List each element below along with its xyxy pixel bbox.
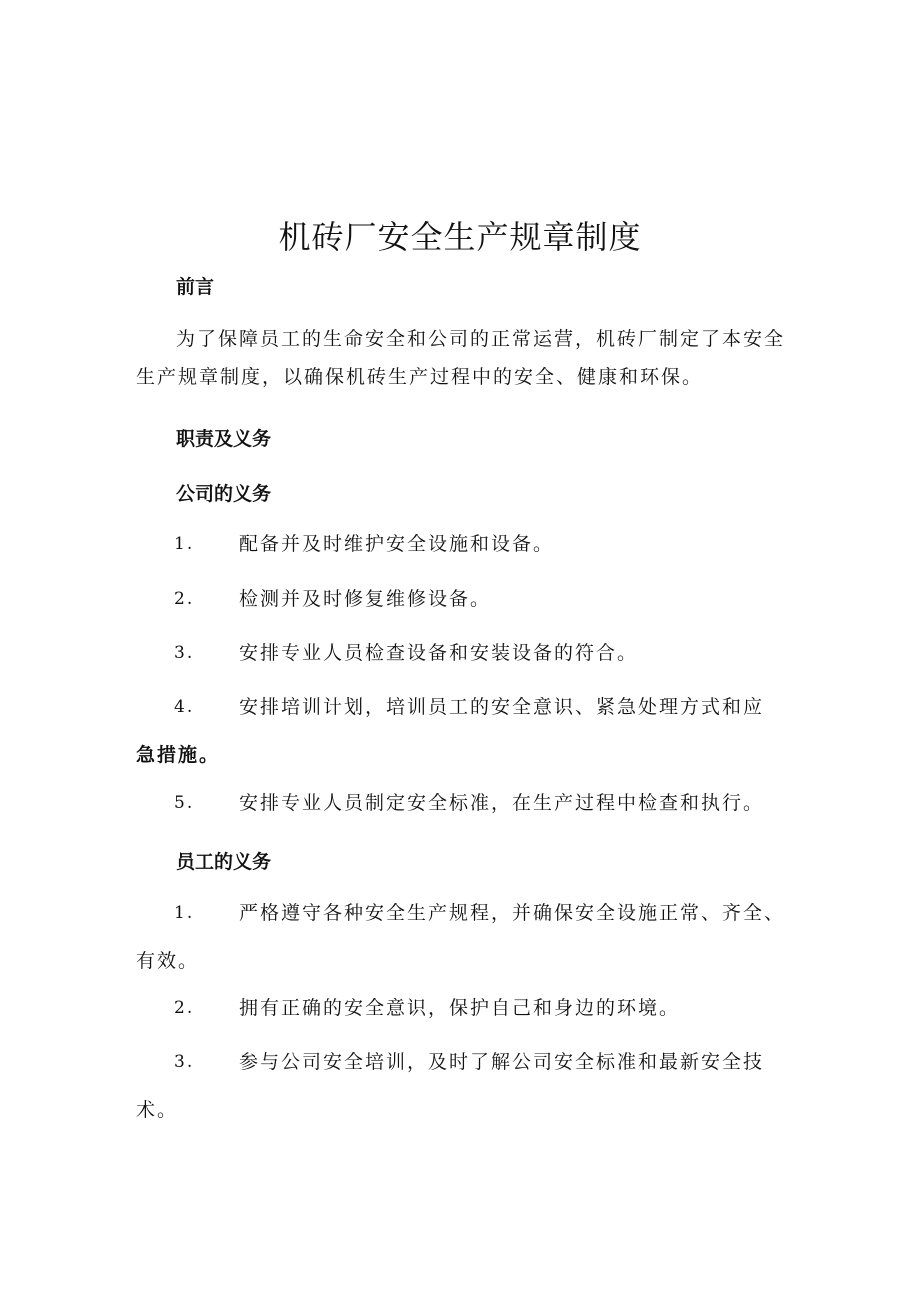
list-item xyxy=(136,629,786,677)
list-item xyxy=(136,683,786,779)
list-number: 3. xyxy=(174,1052,195,1072)
list-text-continuation: 术。 xyxy=(136,1099,179,1121)
list-number: 2. xyxy=(174,589,195,609)
preface-heading: 前言 xyxy=(176,276,215,298)
list-number: 3. xyxy=(174,643,195,663)
employee-duties-heading: 员工的义务 xyxy=(176,851,272,873)
list-text: 拥有正确的安全意识，保护自己和身边的环境。 xyxy=(239,997,681,1019)
list-number: 4. xyxy=(174,697,195,717)
list-text: 检测并及时修复维修设备。 xyxy=(239,588,492,610)
list-item xyxy=(136,575,786,623)
list-number: 1. xyxy=(174,534,195,554)
list-number: 1. xyxy=(174,903,195,923)
list-item xyxy=(136,520,786,568)
list-item xyxy=(136,889,786,985)
list-text: 参与公司安全培训，及时了解公司安全标准和最新安全技 xyxy=(239,1051,765,1073)
list-item xyxy=(136,984,786,1032)
list-text-continuation: 有效。 xyxy=(136,950,200,972)
preface-paragraph: 为了保障员工的生命安全和公司的正常运营，机砖厂制定了本安全生产规章制度，以确保机砖生产过程中的安全、健康和环保。 xyxy=(136,328,786,388)
document-title: 机砖厂安全生产规章制度 xyxy=(278,218,642,256)
list-text-continuation: 急措施。 xyxy=(136,744,221,766)
list-number: 2. xyxy=(174,998,195,1018)
list-text: 安排专业人员检查设备和安装设备的符合。 xyxy=(239,642,639,664)
list-text: 安排专业人员制定安全标准，在生产过程中检查和执行。 xyxy=(239,792,765,814)
duties-heading: 职责及义务 xyxy=(176,428,272,450)
list-item xyxy=(136,1038,786,1134)
list-text: 严格遵守各种安全生产规程，并确保安全设施正常、齐全、 xyxy=(239,902,786,924)
list-item xyxy=(136,779,786,827)
list-text: 配备并及时维护安全设施和设备。 xyxy=(239,533,555,555)
company-duties-heading: 公司的义务 xyxy=(176,483,272,505)
list-number: 5. xyxy=(174,793,195,813)
list-text: 安排培训计划，培训员工的安全意识、紧急处理方式和应 xyxy=(239,696,765,718)
